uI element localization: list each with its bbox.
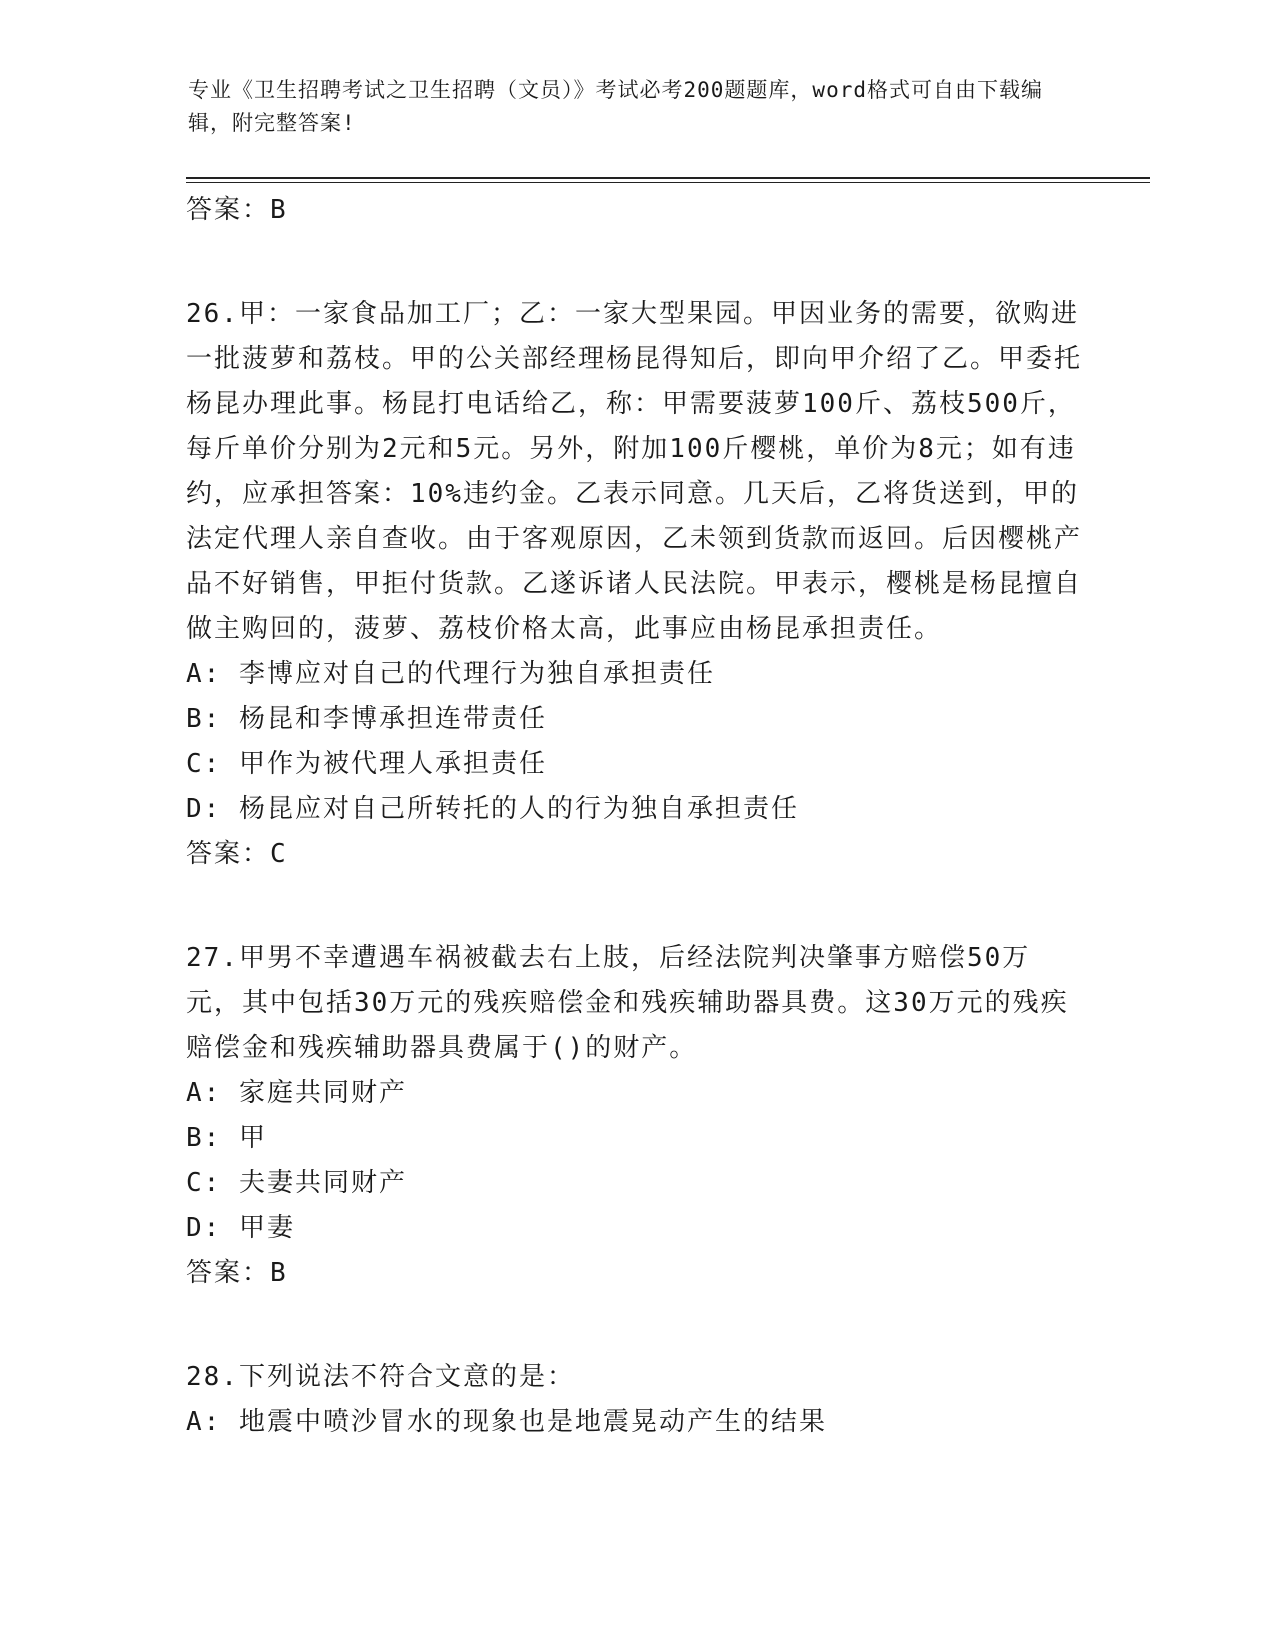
option-28-a: A: 地震中喷沙冒水的现象也是地震晃动产生的结果 xyxy=(186,1407,827,1437)
question-27: 27.甲男不幸遭遇车祸被截去右上肢，后经法院判决肇事方赔偿50万元，其中包括30万元的残疾赔偿金和残疾辅助器具费。这30万元的残疾赔偿金和残疾辅助器具费属于()的财产。 xyxy=(186,943,1069,1063)
document-header: 专业《卫生招聘考试之卫生招聘（文员）》考试必考200题题库，word格式可自由下载编辑，附完整答案! xyxy=(188,78,1043,135)
option-27-c: C: 夫妻共同财产 xyxy=(186,1168,407,1198)
answer-25: 答案：B xyxy=(186,195,288,225)
document-body xyxy=(186,188,1086,1445)
option-27-b: B: 甲 xyxy=(186,1123,267,1153)
header-rule xyxy=(186,177,1150,179)
option-26-b: B: 杨昆和李博承担连带责任 xyxy=(186,704,547,734)
option-26-c: C: 甲作为被代理人承担责任 xyxy=(186,749,547,779)
option-27-a: A: 家庭共同财产 xyxy=(186,1078,407,1108)
option-26-a: A: 李博应对自己的代理行为独自承担责任 xyxy=(186,659,715,689)
question-28: 28.下列说法不符合文意的是： xyxy=(186,1362,575,1392)
option-27-d: D: 甲妻 xyxy=(186,1213,295,1243)
answer-26: 答案：C xyxy=(186,839,288,869)
answer-27: 答案：B xyxy=(186,1258,288,1288)
question-26: 26.甲：一家食品加工厂；乙：一家大型果园。甲因业务的需要，欲购进一批菠萝和荔枝。甲的公关部经理杨昆得知后，即向甲介绍了乙。甲委托杨昆办理此事。杨昆打电话给乙，称：甲需要菠萝100斤、荔枝500斤，每斤单价分别为2元和5元。另外，附加100斤樱桃，单价为8元；如有违约，应承担答案：10%违约金。乙表示同意。几天后，乙将货送到，甲的法定代理人亲自查收。由于客观原因，乙未领到货款而返回。后因樱桃产品不好销售，甲拒付货款。乙遂诉诸人民法院。甲表示，樱桃是杨昆擅自做主购回的，菠萝、荔枝价格太高，此事应由杨昆承担责任。 xyxy=(186,299,1083,644)
header-rule-thin xyxy=(186,182,1150,183)
option-26-d: D: 杨昆应对自己所转托的人的行为独自承担责任 xyxy=(186,794,799,824)
